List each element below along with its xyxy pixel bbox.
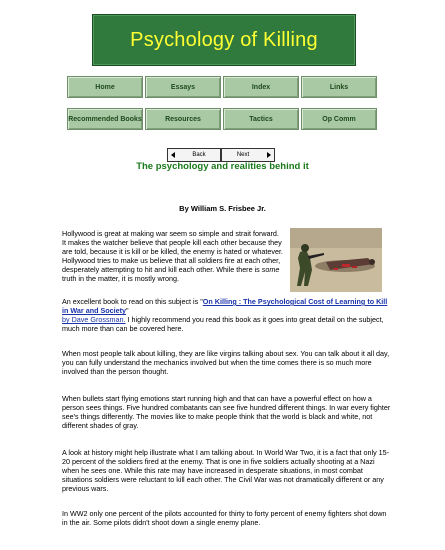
book-intro-text: An excellent book to read on this subject is " (62, 297, 203, 306)
arrow-right-icon (267, 152, 271, 158)
intro-emphasis: some (261, 265, 280, 274)
back-button[interactable] (167, 148, 221, 162)
nav-op-comm-button[interactable]: Op Comm (301, 108, 377, 130)
next-label: Next (236, 152, 250, 158)
intro-paragraph-2 (62, 297, 392, 333)
book-link[interactable]: On Killing : The Psychological Cost of Learning to Kill in War and Society (62, 297, 388, 315)
arrow-left-icon (171, 152, 175, 158)
soldier-image (290, 228, 382, 292)
nav-resources-button[interactable]: Resources (145, 108, 221, 130)
quote-mark: " (126, 306, 129, 315)
nav-index-button[interactable]: Index (223, 76, 299, 98)
body-paragraph-1: When most people talk about killing, they are like virgins talking about sex. You can talk about it all day, you can fully understand the mechanics involved but when the time comes there is so much more involved than the person thought. (62, 349, 390, 376)
intro-paragraph-1 (62, 229, 284, 283)
author-link[interactable]: by Dave Grossman. (62, 315, 126, 324)
nav-home-button[interactable]: Home (67, 76, 143, 98)
nav-recommended-books-button[interactable]: Recommended Books (67, 108, 143, 130)
book-recommend-text: I highly recommend you read this book as it goes into great detail on the subject, much more than can be covered here. (62, 315, 384, 333)
body-paragraph-2: When bullets start flying emotions start running high and that can have a powerful effect on how a person sees things. Five hundred combatants can see five hundred different things. In war every fighter see's things differently. The movies like to make people think that the world is black and white, not different shades of gray. (62, 394, 391, 430)
next-button[interactable] (221, 148, 275, 162)
nav-tactics-button[interactable]: Tactics (223, 108, 299, 130)
combat-photo (290, 228, 382, 292)
intro-text-a: Hollywood is great at making war seem so simple and strait forward. It makes the watcher believe that people kill each other because they are told, because it is kill or be killed, the enemy is hated or whatever. Hollywood tries to make us believe that all soldiers fire at each other, desperately attempting to hit and kill each other. While there is (62, 229, 283, 274)
intro-text-b: truth in the matter, it is mostly wrong. (62, 274, 180, 283)
back-label: Back (192, 152, 206, 158)
site-title: Psychology of Killing (130, 28, 318, 51)
nav-links-button[interactable]: Links (301, 76, 377, 98)
page-subtitle: The psychology and realities behind it (136, 161, 309, 172)
body-paragraph-4: In WW2 only one percent of the pilots accounted for thirty to forty percent of enemy fighters shot down in the air. Some pilots didn't shoot down a single enemy plane. (62, 509, 387, 527)
site-banner (92, 14, 356, 66)
author-byline: By William S. Frisbee Jr. (179, 204, 266, 213)
body-paragraph-3: A look at history might help illustrate what I am talking about. In World War Two, it is a fact that only 15-20 percent of the soldiers fired at the enemy. That is one in five soldiers actually shooting at a Nazi when he sees one. While this rate may have increased in desperate situations, in most combat situations soldiers were reluctant to kill each other. The Civil War was not dramatically different or any previous wars. (62, 448, 390, 493)
nav-essays-button[interactable]: Essays (145, 76, 221, 98)
